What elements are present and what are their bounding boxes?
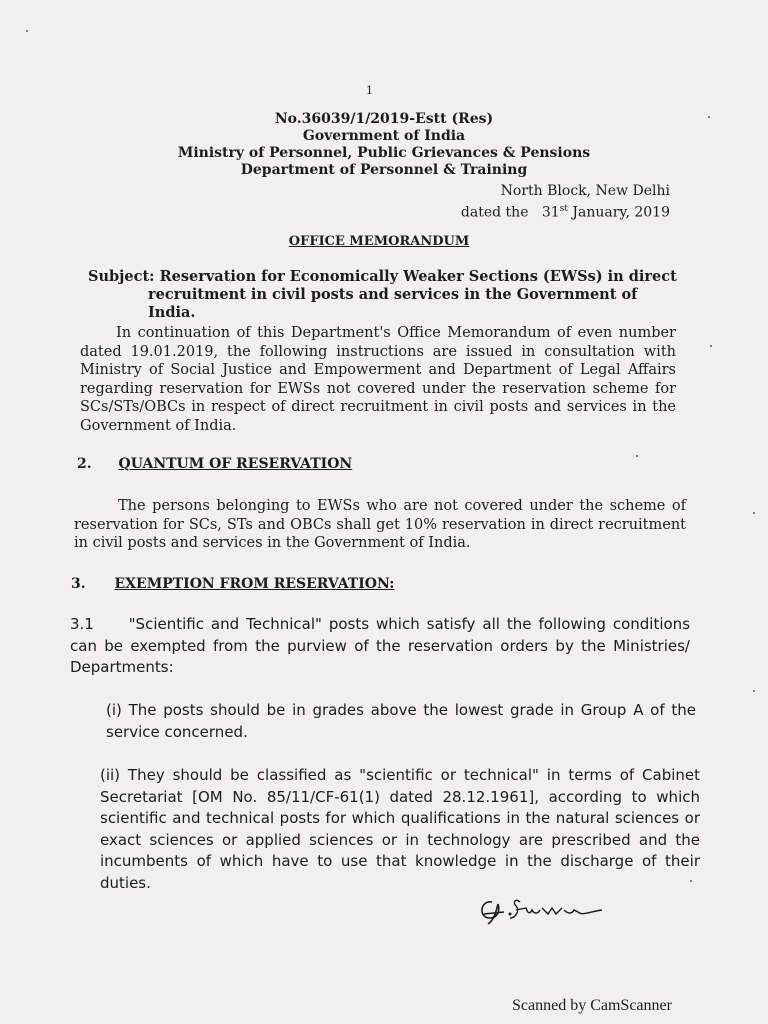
scanner-watermark: Scanned by CamScanner	[512, 997, 672, 1014]
section-2-title: QUANTUM OF RESERVATION	[118, 456, 353, 472]
scan-speck	[753, 690, 755, 692]
scan-speck	[26, 30, 28, 32]
signature	[478, 890, 608, 928]
date-day: 31	[541, 204, 560, 221]
date-line	[250, 200, 670, 222]
subject-block	[88, 268, 688, 322]
paragraph-3-1-text: "Scientific and Technical" posts which satisfy all the following conditions can be exempted from the purview of the reservation orders by the Ministries/ Departments:	[70, 615, 691, 676]
scan-speck	[636, 455, 638, 457]
paragraph-3-1	[70, 614, 690, 679]
section-3-heading	[71, 576, 394, 592]
date-prefix: dated the	[460, 204, 529, 221]
date-rest: January, 2019	[572, 204, 670, 221]
condition-item-2: (ii) They should be classified as "scientific or technical" in terms of Cabinet Secretariat [OM No. 85/11/CF-61(1) dated 28.12.1961], according to which scientific and technical posts for which qualifications in the natural sciences or exact sciences or applied sciences or in technology are prescribed and the incumbents of which have to use that knowledge in the discharge of their duties.	[100, 766, 700, 892]
reference-number: No.36039/1/2019-Estt (Res)	[274, 111, 494, 127]
place: North Block, New Delhi	[500, 183, 670, 199]
subject-line-2: recruitment in civil posts and services in the Government of India.	[148, 286, 638, 321]
ministry-name: Ministry of Personnel, Public Grievances & Pensions	[177, 145, 591, 161]
section-2-paragraph: The persons belonging to EWSs who are not covered under the scheme of reservation for SCs, STs and OBCs shall get 10% reservation in direct recruitment in civil posts and services in the Government of India.	[74, 498, 686, 551]
section-3-number: 3.	[71, 576, 86, 592]
section-3-title: EXEMPTION FROM RESERVATION:	[114, 576, 395, 592]
paragraph-3-1-number: 3.1	[70, 615, 94, 633]
date-suffix: st	[559, 204, 568, 214]
scan-speck	[753, 512, 755, 514]
scan-speck	[708, 116, 710, 118]
subject-label: Subject:	[88, 268, 155, 285]
section-2-heading	[77, 456, 352, 472]
scan-speck	[690, 880, 692, 882]
section-2-number: 2.	[77, 456, 92, 472]
intro-paragraph: In continuation of this Department's Office Memorandum of even number dated 19.01.2019, the following instructions are issued in consultation with Ministry of Social Justice and Empowerment and Department of Legal Affairs regarding reservation for EWSs not covered under the reservation scheme for SCs/STs/OBCs in respect of direct recruitment in civil posts and services in the Government of India.	[80, 325, 676, 434]
document-title: OFFICE MEMORANDUM	[288, 234, 470, 249]
scan-speck	[710, 345, 712, 347]
subject-line-1: Reservation for Economically Weaker Sections (EWSs) in direct	[159, 268, 677, 285]
condition-item-1: (i) The posts should be in grades above the lowest grade in Group A of the service concerned.	[106, 701, 696, 741]
page-number: 1	[366, 84, 373, 97]
department-name: Department of Personnel & Training	[240, 162, 528, 178]
government-name: Government of India	[302, 128, 466, 144]
